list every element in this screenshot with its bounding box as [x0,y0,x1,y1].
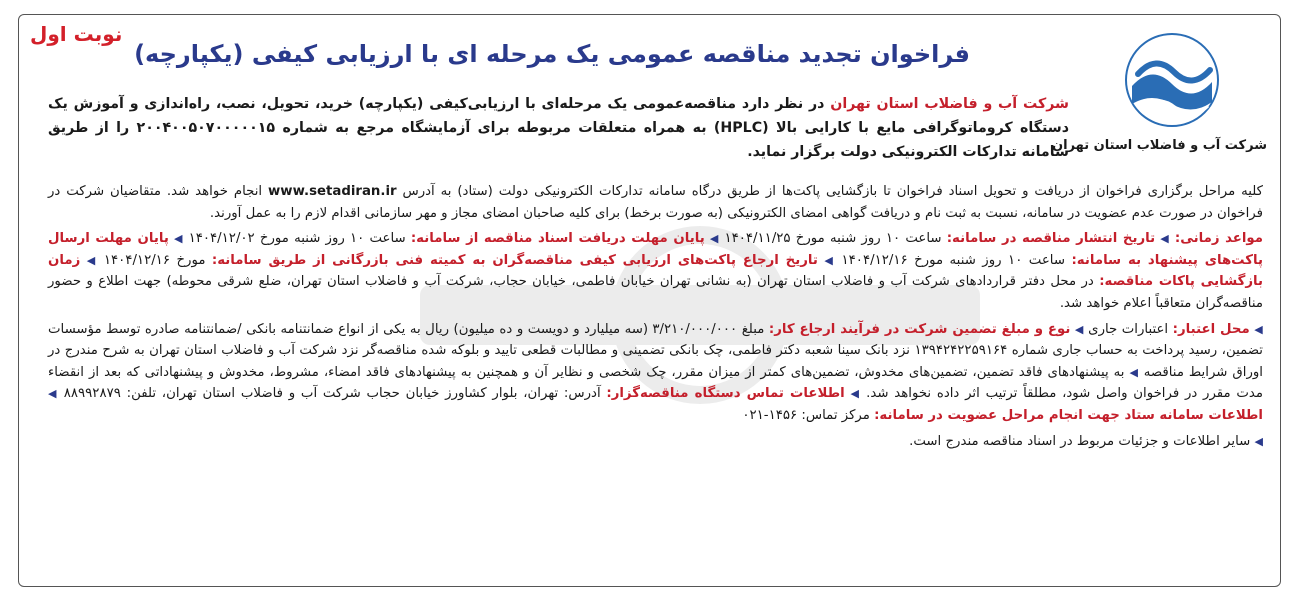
setad-website: www.setadiran.ir [268,184,397,199]
general-paragraph [48,181,1263,224]
publish-label: تاریخ انتشار مناقصه در سامانه: [946,231,1156,247]
edition-label: نوبت اول [30,22,123,46]
quality-referral-value: مورخ ۱۴۰۴/۱۲/۱۶ [103,252,206,268]
funding-label: محل اعتبار: [1172,321,1250,337]
general-text-1: کلیه مراحل برگزاری فراخوان از دریافت و تحویل اسناد فراخوان تا بازگشایی پاکت‌ها از طریق درگاه سامانه تدارکات الکترونیکی دولت (ستاد) به آدرس [402,184,1263,199]
guarantee-value: مبلغ ۳/۲۱۰/۰۰۰/۰۰۰ (سه میلیارد و دویست و ده میلیون) ریال به یکی از انواع ضمانتنامه بانکی /ضمانتنامه صادره توسط مؤسسات تضمین، رسید پرداخت به حساب جاری شماره ۱۳۹۴۲۴۲۲۵۹۱۶۴ نزد بانک سینا شعبه دکتر فاطمی، چک بانکی تضمینی و مطالبات قطعی تایید و بلوکه شده مناقصه‌گر نزد شرکت آب و فاضلاب استان تهران به شرح مندرج در اوراق شرایط مناقصه [48,321,1264,380]
water-drop-logo-icon [1112,24,1232,134]
opening-value: در محل دفتر قراردادهای شرکت آب و فاضلاب استان تهران (به نشانی تهران خیابان فاطمی، خیابان حجاب، شرکت آب و فاضلاب استان تهران، ضلع شرقی محوطه) جهت اطلاع و حضور مناقصه‌گران متعاقباً اعلام خواهد شد. [48,274,1263,311]
setad-info-label: اطلاعات سامانه ستاد جهت انجام مراحل عضویت در سامانه: [874,407,1263,423]
schedule-label: مواعد زمانی: [1174,231,1264,247]
bullet-arrow-icon: ◀ [1254,322,1264,336]
bullet-arrow-icon: ◀ [1129,365,1139,379]
opening-label: زمان بازگشایی پاکات مناقصه: [48,252,1263,290]
bullet-arrow-icon: ◀ [1160,232,1170,246]
contact-label: اطلاعات تماس دستگاه مناقصه‌گزار: [606,386,845,402]
docs-deadline-value: ساعت ۱۰ روز شنبه مورخ ۱۴۰۴/۱۲/۰۲ [188,231,406,247]
other-info-paragraph [48,431,1263,453]
publish-value: ساعت ۱۰ روز شنبه مورخ ۱۴۰۴/۱۱/۲۵ [724,231,942,247]
bullet-arrow-icon: ◀ [1254,434,1263,448]
funding-value: اعتبارات جاری [1088,321,1169,337]
logo-caption: شرکت آب و فاضلاب استان تهران [1052,138,1267,153]
guarantee-label: نوع و مبلغ تضمین شرکت در فرآیند ارجاع کار: [768,321,1071,337]
guarantee-note: به پیشنهادهای فاقد تضمین، تضمین‌های مخدوش، تضمین‌های کمتر از میزان مقرر، چک شخصی و نظایر آن و همچنین به پیشنهادهای فاقد امضاء، مشروط، مخدوش و پیشنهاداتی که بعد از انقضاء مدت مقرر در فراخوان واصل شود، مطلقاً ترتیب اثر داده نخواهد شد. [48,364,1264,402]
quality-referral-label: تاریخ ارجاع پاکت‌های ارزیابی کیفی مناقصه‌گران به کمیته فنی بازرگانی از طریق سامانه: [211,252,818,268]
other-info-text: سایر اطلاعات و جزئیات مربوط در اسناد مناقصه مندرج است. [909,433,1251,449]
notice-body [48,181,1263,452]
general-text-2: انجام خواهد شد. متقاضیان شرکت در فراخوان در صورت عدم عضویت در سامانه، نسبت به ثبت نام و دریافت گواهی امضای الکترونیکی (به صورت برخط) برای کلیه صاحبان امضای مجاز و مهر سازمانی اقدام لازم را به عمل آورند. [48,184,1263,221]
bullet-arrow-icon: ◀ [1074,322,1084,336]
bullet-arrow-icon: ◀ [850,387,861,401]
intro-organization: شرکت آب و فاضلاب استان تهران [830,96,1069,112]
docs-deadline-label: پایان مهلت دریافت اسناد مناقصه از سامانه: [410,231,705,247]
funding-paragraph [48,319,1263,427]
tender-intro [48,92,1069,164]
bullet-arrow-icon: ◀ [48,387,58,401]
schedule-paragraph [48,228,1263,314]
setad-info-value: مرکز تماس: ۱۴۵۶-۰۲۱ [742,407,870,423]
submit-deadline-value: ساعت ۱۰ روز شنبه مورخ ۱۴۰۴/۱۲/۱۶ [841,252,1065,268]
intro-text: در نظر دارد مناقصه‌عمومی یک مرحله‌ای با ارزیابی‌کیفی (یکپارچه) خرید، تحویل، نصب، راه‌اندازی و آموزش یک دستگاه کروماتوگرافی مایع با کارایی بالا (HPLC) به همراه متعلقات مربوطه برای آزمایشگاه مرجع به شماره ۲۰۰۴۰۰۵۰۷۰۰۰۰۰۱۵ را از طریق سامانه تدارکات الکترونیکی دولت برگزار نماید. [48,96,1070,160]
submit-deadline-label: پایان مهلت ارسال پاکت‌های پیشنهاد به سامانه: [48,231,1263,268]
bullet-arrow-icon: ◀ [824,253,836,267]
bullet-arrow-icon: ◀ [86,253,98,267]
bullet-arrow-icon: ◀ [709,232,720,246]
company-logo [1052,24,1267,174]
notice-title: فراخوان تجدید مناقصه عمومی یک مرحله ای با ارزیابی کیفی (یکپارچه) [134,40,970,68]
contact-value: آدرس: تهران، بلوار کشاورز خیابان حجاب شرکت آب و فاضلاب استان تهران، تلفن: ۸۸۹۹۲۸۷۹ [63,386,601,402]
bullet-arrow-icon: ◀ [174,232,184,246]
